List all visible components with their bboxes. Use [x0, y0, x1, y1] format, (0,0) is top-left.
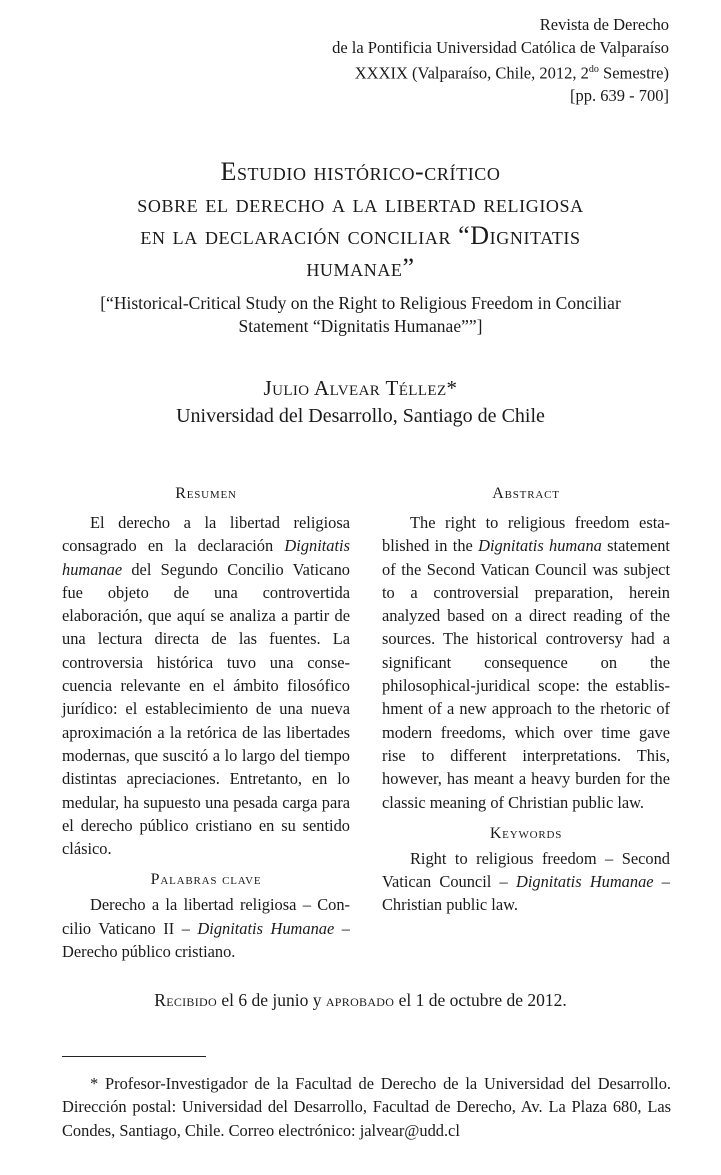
approved-text: el 1 de octubre de 2012. [394, 990, 567, 1010]
abstract-column [382, 484, 670, 917]
journal-publisher: de la Pontificia Universidad Católica de Valparaíso [332, 37, 669, 57]
kw-italic: Dignitatis Humanae [516, 872, 654, 892]
title-en-line: Statement “Dignitatis Humanae””] [238, 316, 483, 336]
author-affiliation: Universidad del Desarrollo, Santiago de Chile [176, 405, 545, 427]
resumen-heading: Resumen [175, 485, 237, 502]
keywords-heading: Keywords [489, 824, 563, 842]
approved-word: aprobado [325, 990, 395, 1010]
journal-volume-text: XXXIX (Valparaíso, Chile, 2012, 2 [354, 63, 589, 83]
abstract-text-italic: Dignitatis humana [478, 536, 602, 556]
resumen-text-part: del Segundo Concilio Vaticano fue objeto de una controvertida elaboración, que aquí se analiza a partir de una lectura directa de las fuentes. La controversia histórica tuvo una consecuencia relevante en el ámbito filosófico jurídico: el establecimiento de una nueva aproximación a la retórica de las libertades modernas, que suscitó a lo largo del tiempo distintas apreciaciones. Entretanto, en lo medular, ha supuesto una pesada carga para el derecho público cristiano en su sentido clásico. [62, 559, 350, 859]
journal-volume-text-end: Semestre) [598, 63, 669, 83]
journal-volume-sup: do [588, 64, 599, 75]
received-dates [40, 988, 681, 1012]
abstract-text [382, 511, 670, 814]
received-word: Recibido [154, 990, 217, 1010]
kw-part: Right to religious freedom – Second Vatican Council – [382, 848, 670, 892]
title-en-line: [“Historical-Critical Study on the Right to Religious Freedom in Conciliar [100, 293, 621, 313]
title-line: en la declaración conciliar “Dignitatis [140, 221, 581, 250]
resumen-text [62, 511, 350, 860]
footnote-divider [62, 1056, 206, 1057]
abstract-text-part: The right to religious freedom established in the [382, 513, 670, 556]
resumen-text-italic: Dignitatis humanae [62, 536, 350, 579]
kw-part: – Christian public law. [382, 872, 671, 915]
palabras-clave-text [62, 893, 350, 963]
keywords-text [382, 847, 670, 917]
kw-italic: Dignitatis Humanae [197, 918, 335, 938]
resumen-column [62, 484, 350, 963]
article-title-spanish [40, 156, 681, 284]
kw-part: Derecho a la libertad religiosa – Concilio Vaticano II – [62, 895, 350, 938]
author-footnote: * Profesor-Investigador de la Facultad de Derecho de la Universidad del Desarrollo. Dirección postal: Universidad del Desarrollo, Facultad de Derecho, Av. La Plaza 680, Las Condes, Santiago, Chile. Correo electrónico: jalvear@udd.cl [62, 1074, 671, 1140]
article-title-block [40, 156, 681, 338]
article-title-english [40, 292, 681, 338]
journal-header [249, 14, 669, 108]
received-text: el 6 de junio y [216, 990, 326, 1010]
journal-volume [249, 59, 669, 85]
journal-name: Revista de Derecho [539, 15, 669, 34]
resumen-text-part: El derecho a la libertad religiosa consagrado en la declaración [62, 513, 350, 556]
palabras-clave-heading: Palabras clave [150, 871, 262, 889]
title-line: humanae” [306, 253, 415, 282]
abstract-text-part: statement of the Second Vatican Council was subject to a controversial preparation, herein analyzed based on a direct reading of the sources. The historical controversy had a significant consequence on the philosophical-juridical scope: the establishment of a new approach to the rhetoric of modern freedoms, which over time gave rise to different interpretations. This, however, has meant a heavy burden for the classic meaning of Christian public law. [382, 536, 670, 812]
author-name: Julio Alvear Téllez* [263, 376, 458, 400]
title-line: sobre el derecho a la libertad religiosa [137, 189, 584, 218]
author-block [40, 375, 681, 429]
title-line: Estudio histórico-crítico [220, 157, 501, 186]
abstract-heading: Abstract [492, 485, 560, 502]
journal-pages: [pp. 639 - 700] [570, 86, 669, 105]
kw-part: – Derecho público cristiano. [62, 918, 350, 962]
